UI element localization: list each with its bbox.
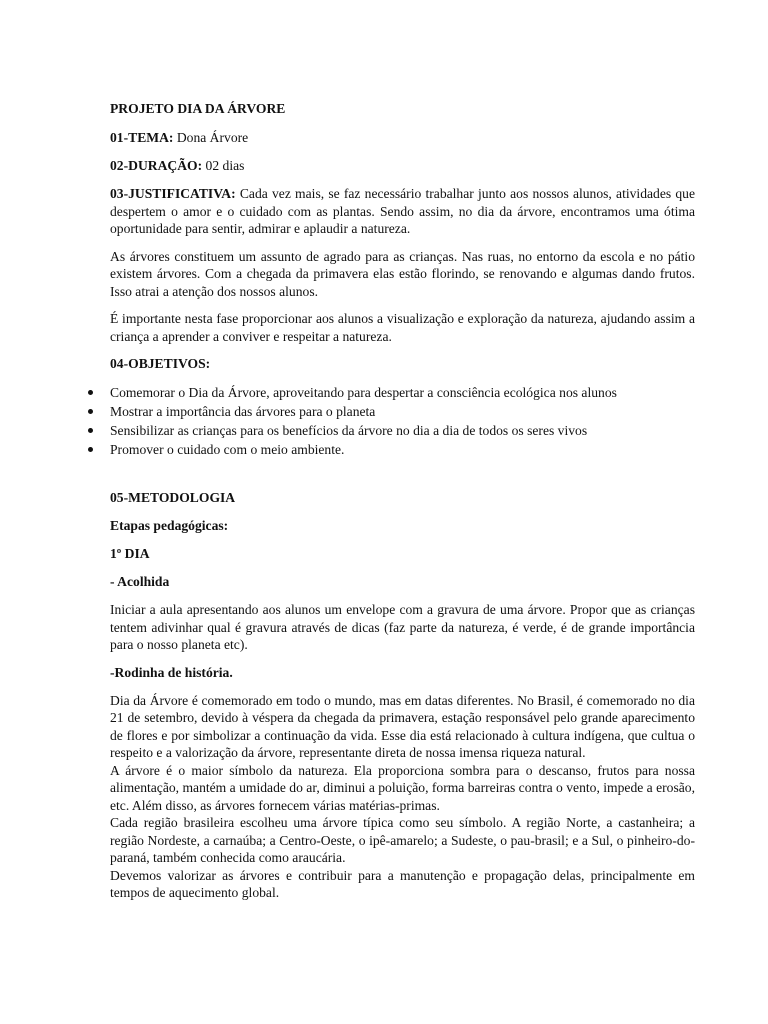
tema-value: Dona Árvore [173,130,249,145]
acolhida-heading: - Acolhida [110,574,170,589]
historia-paragraph: Devemos valorizar as árvores e contribuir para a manutenção e propagação delas, principalmente em tempos de aquecimento global. [110,867,695,900]
duracao-line [110,157,695,175]
objetivos-list [83,383,695,459]
duracao-label: 02-DURAÇÃO: [110,158,203,173]
list-item: Promover o cuidado com o meio ambiente. [83,440,695,459]
rodinha-heading: -Rodinha de história. [110,664,233,680]
dia-heading: 1º DIA [110,546,150,561]
bullet-icon [88,447,93,452]
historia-paragraph: Cada região brasileira escolheu uma árvore típica como seu símbolo. A região Norte, a castanheira; a região Nordeste, a carnaúba; a Centro-Oeste, o ipê-amarelo; a Sudeste, o pau-brasil; e a Sul, o pinheiro-do-paraná, também conhecida como araucária. [110,815,695,865]
tema-line [110,129,695,147]
bullet-icon [88,428,93,433]
bullet-icon [88,409,93,414]
metodologia-heading: 05-METODOLOGIA [110,490,236,505]
list-item: Sensibilizar as crianças para os benefícios da árvore no dia a dia de todos os seres vivos [83,421,695,440]
objetivos-heading: 04-OBJETIVOS: [110,356,211,371]
historia-paragraph: A árvore é o maior símbolo da natureza. Ela proporciona sombra para o descanso, frutos para nossa alimentação, mantém a umidade do ar, diminui a poluição, forma barreiras contra o vento, impede a erosão, etc. Além disso, as árvores fornecem várias matérias-primas. [110,762,695,813]
importante-paragraph: É importante nesta fase proporcionar aos alunos a visualização e exploração da natureza, ajudando assim a criança a aprender a conviver e respeitar a natureza. [110,311,695,344]
justificativa-text: Cada vez mais, se faz necessário trabalhar junto aos nossos alunos, atividades que despertem o amor e o cuidado com as plantas. Sendo assim, no dia da árvore, encontramos uma ótima oportunidade para sentir, admirar e aplaudir a natureza. [110,186,695,236]
document-title: PROJETO DIA DA ÁRVORE [110,101,286,116]
acolhida-paragraph: Iniciar a aula apresentando aos alunos um envelope com a gravura de uma árvore. Propor que as crianças tentem adivinhar qual é gravura através de dicas (faz parte da natureza, é verde, é de grande importância para o nosso planeta etc). [110,602,695,652]
justificativa-paragraph [110,185,695,238]
justificativa-label: 03-JUSTIFICATIVA: [110,186,236,201]
tema-label: 01-TEMA: [110,130,174,145]
historia-paragraph: Dia da Árvore é comemorado em todo o mundo, mas em datas diferentes. No Brasil, é comemorado no dia 21 de setembro, devido à véspera da chegada da primavera, estação responsável pelo grande aparecimento de flores e por simbolizar a continuação da vida. Esse dia está relacionado à cultura indígena, que cultua o respeito e a valorização da árvore, representante direta de nossa imensa riqueza natural. [110,692,695,760]
list-item: Mostrar a importância das árvores para o planeta [83,402,695,421]
list-item: Comemorar o Dia da Árvore, aproveitando para despertar a consciência ecológica nos alunos [83,383,695,402]
document-page [110,100,695,902]
arvores-paragraph: As árvores constituem um assunto de agrado para as crianças. Nas ruas, no entorno da escola e no pátio existem árvores. Com a chegada da primavera elas estão florindo, se renovando e algumas dando frutos. Isso atrai a atenção dos nossos alunos. [110,248,695,299]
bullet-icon [88,390,93,395]
duracao-value: 02 dias [202,158,245,173]
etapas-heading: Etapas pedagógicas: [110,518,229,533]
